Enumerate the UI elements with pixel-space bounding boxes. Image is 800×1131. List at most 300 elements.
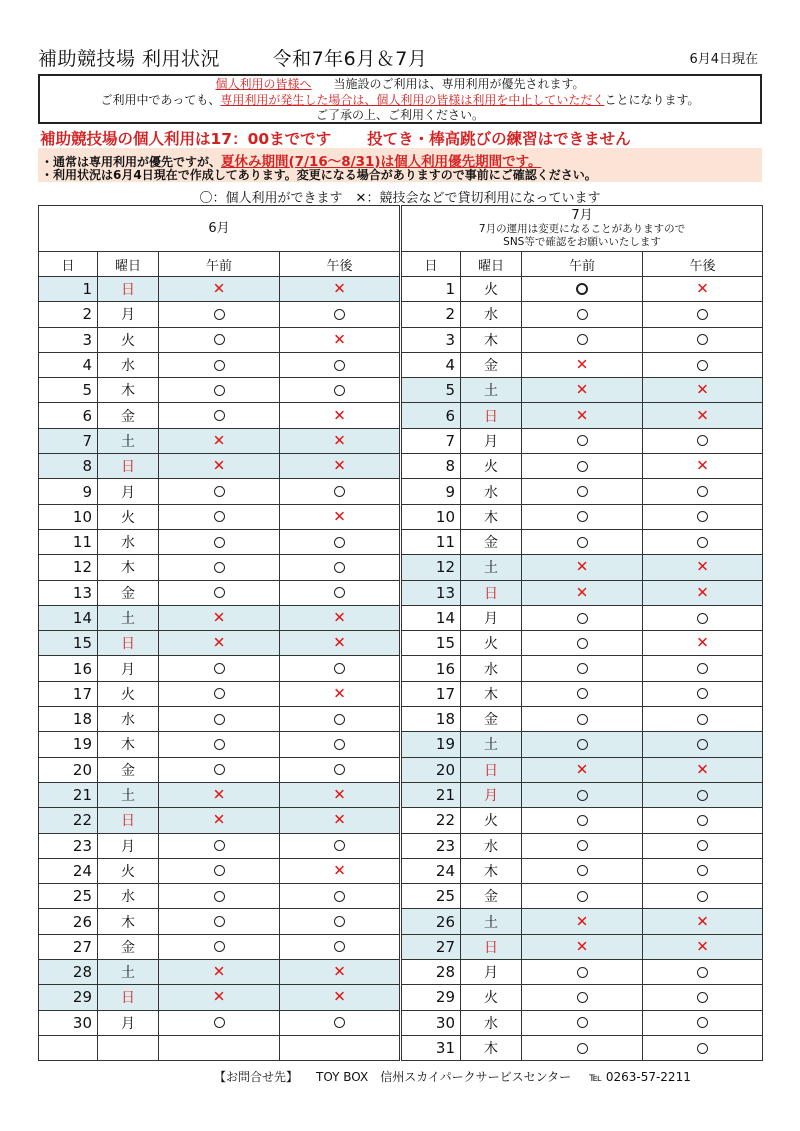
pm-status-cell (280, 277, 400, 302)
am-status-cell (522, 833, 643, 858)
pm-available-icon (697, 511, 708, 522)
day-cell: 3 (39, 327, 98, 352)
am-status-cell (159, 631, 280, 656)
pm-status-cell (280, 732, 400, 757)
day-cell: 30 (402, 1010, 461, 1035)
pm-status-cell (280, 352, 400, 377)
pm-status-cell (643, 302, 763, 327)
pm-status-cell (643, 934, 763, 959)
am-status-cell (159, 352, 280, 377)
day-cell: 16 (402, 656, 461, 681)
weekday-cell: 水 (461, 302, 522, 327)
day-cell: 13 (402, 580, 461, 605)
pm-status-cell (643, 985, 763, 1010)
table-row (402, 454, 763, 479)
pm-booked-icon: ✕ (333, 330, 346, 349)
pm-available-icon (334, 562, 345, 573)
pm-status-cell (643, 884, 763, 909)
day-cell: 26 (402, 909, 461, 934)
pm-status-cell (280, 529, 400, 554)
am-available-icon (214, 537, 225, 548)
july-month-header (402, 206, 763, 252)
table-row (402, 656, 763, 681)
am-available-icon (214, 334, 225, 345)
table-row (39, 782, 400, 807)
pm-available-icon (697, 815, 708, 826)
day-cell: 19 (402, 732, 461, 757)
weekday-cell: 土 (461, 555, 522, 580)
day-cell: 6 (39, 403, 98, 428)
pm-available-icon (334, 587, 345, 598)
footer-label: 【お問合せ先】 (214, 1070, 299, 1084)
table-row (402, 1010, 763, 1035)
pm-available-icon (334, 916, 345, 927)
table-row (39, 707, 400, 732)
day-cell: 9 (39, 479, 98, 504)
pm-status-cell (643, 732, 763, 757)
am-status-cell (159, 909, 280, 934)
pm-booked-icon: ✕ (333, 962, 346, 981)
table-row (402, 757, 763, 782)
pm-booked-icon: ✕ (333, 785, 346, 804)
col-am: 午前 (522, 252, 643, 277)
am-booked-icon: ✕ (212, 810, 226, 829)
weekday-cell: 日 (461, 934, 522, 959)
weekday-cell: 水 (98, 529, 159, 554)
pm-status-cell (280, 479, 400, 504)
am-status-cell (522, 479, 643, 504)
am-available-icon (214, 562, 225, 573)
pm-booked-icon: ✕ (696, 633, 709, 652)
day-cell: 14 (402, 605, 461, 630)
am-status-cell (522, 782, 643, 807)
weekday-cell: 木 (461, 504, 522, 529)
am-status-cell (522, 1035, 643, 1060)
col-day: 日 (402, 252, 461, 277)
june-month-label: 6月 (208, 221, 230, 236)
pm-status-cell (280, 934, 400, 959)
am-booked-icon: ✕ (212, 987, 226, 1006)
pm-status-cell (643, 681, 763, 706)
july-note-1: 7月の運用は変更になることがありますので (478, 223, 686, 235)
pm-status-cell (280, 302, 400, 327)
am-available-icon (214, 587, 225, 598)
weekday-cell: 土 (461, 909, 522, 934)
am-available-icon (214, 941, 225, 952)
am-status-cell (159, 782, 280, 807)
pm-available-icon (334, 714, 345, 725)
table-row (39, 504, 400, 529)
weekday-cell: 水 (98, 352, 159, 377)
weekday-cell: 日 (461, 757, 522, 782)
info-l1-summer: 夏休み期間(7/16～8/31)は個人利用優先期間です。 (221, 154, 542, 170)
legend: 〇：個人利用ができます ✕：競技会などで貸切利用になっています (199, 191, 601, 206)
am-booked-icon: ✕ (212, 633, 226, 652)
weekday-cell: 木 (98, 909, 159, 934)
weekday-cell: 月 (98, 1010, 159, 1035)
pm-available-icon (697, 1017, 708, 1028)
table-row (39, 656, 400, 681)
am-status-cell (522, 555, 643, 580)
am-status-cell (159, 808, 280, 833)
am-status-cell (522, 327, 643, 352)
day-cell: 7 (402, 428, 461, 453)
pm-status-cell (643, 858, 763, 883)
table-row (402, 479, 763, 504)
am-status-cell (522, 934, 643, 959)
pm-booked-icon: ✕ (333, 633, 346, 652)
pm-status-cell (280, 707, 400, 732)
am-available-icon (214, 486, 225, 497)
july-rows (402, 277, 763, 1061)
am-status-cell (522, 504, 643, 529)
table-row (402, 681, 763, 706)
am-status-cell (159, 580, 280, 605)
table-row (402, 605, 763, 630)
table-row (39, 985, 400, 1010)
table-row (39, 909, 400, 934)
table-row (39, 681, 400, 706)
am-status-cell (522, 808, 643, 833)
as-of-date: 6月4日現在 (689, 52, 758, 67)
weekday-cell: 月 (461, 960, 522, 985)
pm-status-cell (280, 985, 400, 1010)
day-cell: 4 (402, 352, 461, 377)
pm-booked-icon: ✕ (333, 431, 346, 450)
am-status-cell (159, 681, 280, 706)
am-available-icon (214, 1017, 225, 1028)
day-cell: 10 (39, 504, 98, 529)
weekday-cell: 土 (461, 732, 522, 757)
day-cell: 2 (39, 302, 98, 327)
pm-available-icon (334, 486, 345, 497)
am-status-cell (522, 428, 643, 453)
weekday-cell: 木 (98, 378, 159, 403)
am-available-icon (577, 815, 588, 826)
am-status-cell (522, 909, 643, 934)
am-available-icon (577, 865, 588, 876)
weekday-cell: 土 (98, 428, 159, 453)
day-cell: 29 (39, 985, 98, 1010)
am-status-cell (159, 529, 280, 554)
june-rows (39, 277, 400, 1061)
table-row (39, 934, 400, 959)
pm-available-icon (334, 941, 345, 952)
pm-booked-icon: ✕ (696, 760, 709, 779)
table-row (402, 428, 763, 453)
am-available-icon (577, 967, 588, 978)
notice-line-3: ご了承の上、ご利用ください。 (315, 108, 484, 122)
pm-available-icon (697, 360, 708, 371)
pm-status-cell (643, 1010, 763, 1035)
am-status-cell (159, 378, 280, 403)
am-available-icon (577, 688, 588, 699)
page-title (38, 44, 427, 71)
day-cell: 19 (39, 732, 98, 757)
am-status-cell (159, 605, 280, 630)
pm-status-cell (280, 378, 400, 403)
weekday-cell: 火 (98, 858, 159, 883)
day-cell: 5 (39, 378, 98, 403)
weekday-cell: 金 (461, 707, 522, 732)
table-row (39, 352, 400, 377)
table-row (402, 808, 763, 833)
am-status-cell (522, 960, 643, 985)
pm-status-cell (280, 1035, 400, 1060)
am-status-cell (522, 707, 643, 732)
table-row (39, 327, 400, 352)
am-available-icon (214, 865, 225, 876)
notice-line-1 (40, 77, 760, 93)
weekday-cell: 月 (98, 479, 159, 504)
am-booked-icon: ✕ (575, 912, 589, 931)
am-available-icon (214, 764, 225, 775)
am-available-icon (576, 283, 588, 295)
am-available-icon (214, 410, 225, 421)
day-cell: 18 (402, 707, 461, 732)
am-status-cell (522, 302, 643, 327)
july-note-2: SNS等で確認をお願いいたします (503, 236, 661, 248)
notice-l2-d: ことになります。 (604, 92, 700, 107)
am-available-icon (577, 638, 588, 649)
am-status-cell (159, 302, 280, 327)
weekday-cell: 月 (98, 833, 159, 858)
am-booked-icon: ✕ (212, 962, 226, 981)
am-status-cell (159, 403, 280, 428)
pm-booked-icon: ✕ (333, 456, 346, 475)
pm-booked-icon: ✕ (333, 406, 346, 425)
pm-status-cell (643, 656, 763, 681)
day-cell: 24 (402, 858, 461, 883)
table-row (39, 529, 400, 554)
pm-status-cell (280, 403, 400, 428)
am-booked-icon: ✕ (212, 608, 226, 627)
col-weekday: 曜日 (98, 252, 159, 277)
pm-status-cell (280, 884, 400, 909)
am-status-cell (159, 504, 280, 529)
am-available-icon (577, 435, 588, 446)
weekday-cell: 土 (461, 378, 522, 403)
table-row (402, 352, 763, 377)
pm-available-icon (697, 435, 708, 446)
table-row (39, 479, 400, 504)
pm-status-cell (643, 352, 763, 377)
pm-available-icon (697, 891, 708, 902)
day-cell: 23 (39, 833, 98, 858)
table-row (39, 378, 400, 403)
table-row (39, 858, 400, 883)
am-status-cell (522, 884, 643, 909)
day-cell: 13 (39, 580, 98, 605)
pm-status-cell (280, 808, 400, 833)
am-available-icon (577, 461, 588, 472)
am-available-icon (577, 486, 588, 497)
table-row (39, 631, 400, 656)
july-month-label: 7月 (571, 208, 593, 223)
weekday-cell: 火 (98, 504, 159, 529)
am-status-cell (159, 707, 280, 732)
pm-status-cell (280, 960, 400, 985)
table-row (39, 1035, 400, 1060)
am-status-cell (159, 656, 280, 681)
am-status-cell (159, 277, 280, 302)
pm-available-icon (697, 486, 708, 497)
pm-booked-icon: ✕ (696, 406, 709, 425)
weekday-cell: 火 (98, 681, 159, 706)
day-cell (39, 1035, 98, 1060)
table-row (402, 884, 763, 909)
pm-status-cell (643, 808, 763, 833)
day-cell: 8 (39, 454, 98, 479)
footer-tel: ℡ 0263-57-2211 (589, 1070, 691, 1084)
pm-status-cell (643, 580, 763, 605)
pm-status-cell (643, 757, 763, 782)
am-booked-icon: ✕ (575, 380, 589, 399)
weekday-cell: 水 (98, 707, 159, 732)
am-status-cell (159, 985, 280, 1010)
pm-status-cell (643, 605, 763, 630)
weekday-cell: 木 (461, 858, 522, 883)
weekday-cell: 水 (98, 884, 159, 909)
table-row (402, 833, 763, 858)
day-cell: 20 (402, 757, 461, 782)
info-line-2: ・利用状況は6月4日現在で作成してあります。変更になる場合がありますので事前にご確認ください。 (41, 168, 597, 182)
day-cell: 8 (402, 454, 461, 479)
pm-status-cell (280, 580, 400, 605)
col-am: 午前 (159, 252, 280, 277)
day-cell: 12 (39, 555, 98, 580)
title-facility: 補助競技場 利用状況 (38, 48, 221, 70)
headline-hours: 補助競技場の個人利用は17：00までです (40, 130, 332, 148)
pm-available-icon (697, 739, 708, 750)
day-cell: 29 (402, 985, 461, 1010)
weekday-cell: 土 (98, 960, 159, 985)
pm-available-icon (334, 385, 345, 396)
pm-status-cell (643, 277, 763, 302)
am-status-cell (522, 757, 643, 782)
table-row (39, 884, 400, 909)
am-available-icon (577, 891, 588, 902)
table-row (402, 960, 763, 985)
pm-available-icon (334, 360, 345, 371)
pm-available-icon (697, 790, 708, 801)
am-status-cell (522, 985, 643, 1010)
info-l1-a: ・通常は専用利用が優先ですが、 (41, 155, 222, 169)
notice-line-2 (40, 93, 760, 109)
am-available-icon (577, 334, 588, 345)
weekday-cell: 火 (461, 454, 522, 479)
am-available-icon (214, 360, 225, 371)
pm-booked-icon: ✕ (696, 456, 709, 475)
day-cell: 16 (39, 656, 98, 681)
weekday-cell: 木 (98, 555, 159, 580)
pm-status-cell (643, 529, 763, 554)
pm-available-icon (334, 739, 345, 750)
weekday-cell: 月 (98, 656, 159, 681)
day-cell: 6 (402, 403, 461, 428)
day-cell: 15 (39, 631, 98, 656)
day-cell: 26 (39, 909, 98, 934)
pm-status-cell (643, 782, 763, 807)
weekday-cell: 月 (98, 302, 159, 327)
am-status-cell (159, 858, 280, 883)
day-cell: 12 (402, 555, 461, 580)
pm-available-icon (697, 663, 708, 674)
pm-status-cell (280, 656, 400, 681)
weekday-cell: 水 (461, 479, 522, 504)
weekday-cell (98, 1035, 159, 1060)
weekday-cell: 金 (98, 757, 159, 782)
day-cell: 7 (39, 428, 98, 453)
table-row (39, 454, 400, 479)
notice-l2-a: ご利用中であっても、 (100, 92, 221, 107)
am-status-cell (522, 605, 643, 630)
pm-status-cell (643, 428, 763, 453)
pm-status-cell (280, 454, 400, 479)
am-available-icon (214, 891, 225, 902)
table-row (402, 909, 763, 934)
am-status-cell (159, 454, 280, 479)
day-cell: 24 (39, 858, 98, 883)
table-row (402, 277, 763, 302)
pm-status-cell (280, 757, 400, 782)
weekday-cell: 日 (461, 580, 522, 605)
pm-booked-icon: ✕ (333, 507, 346, 526)
am-available-icon (214, 840, 225, 851)
weekday-cell: 金 (461, 529, 522, 554)
table-row (39, 302, 400, 327)
am-status-cell (159, 1010, 280, 1035)
weekday-cell: 日 (461, 403, 522, 428)
pm-available-icon (334, 663, 345, 674)
headline-restriction: 投てき・棒高跳びの練習はできません (367, 130, 631, 148)
day-cell: 10 (402, 504, 461, 529)
am-available-icon (577, 739, 588, 750)
am-booked-icon: ✕ (212, 456, 226, 475)
table-row (39, 428, 400, 453)
am-status-cell (159, 428, 280, 453)
pm-available-icon (334, 840, 345, 851)
day-cell: 28 (39, 960, 98, 985)
weekday-cell: 木 (461, 327, 522, 352)
table-row (402, 327, 763, 352)
am-available-icon (214, 663, 225, 674)
day-cell: 11 (39, 529, 98, 554)
pm-status-cell (643, 909, 763, 934)
am-status-cell (159, 757, 280, 782)
table-row (402, 934, 763, 959)
am-booked-icon: ✕ (575, 760, 589, 779)
am-booked-icon: ✕ (212, 431, 226, 450)
am-status-cell (159, 732, 280, 757)
day-cell: 5 (402, 378, 461, 403)
pm-booked-icon: ✕ (696, 279, 709, 298)
footer-contact (214, 1068, 709, 1085)
pm-available-icon (334, 764, 345, 775)
pm-status-cell (643, 479, 763, 504)
am-status-cell (522, 681, 643, 706)
col-day: 日 (39, 252, 98, 277)
pm-booked-icon: ✕ (333, 987, 346, 1006)
pm-status-cell (643, 403, 763, 428)
pm-booked-icon: ✕ (333, 861, 346, 880)
am-status-cell (159, 1035, 280, 1060)
am-booked-icon: ✕ (575, 557, 589, 576)
pm-available-icon (334, 309, 345, 320)
day-cell: 22 (39, 808, 98, 833)
table-row (402, 858, 763, 883)
day-cell: 14 (39, 605, 98, 630)
